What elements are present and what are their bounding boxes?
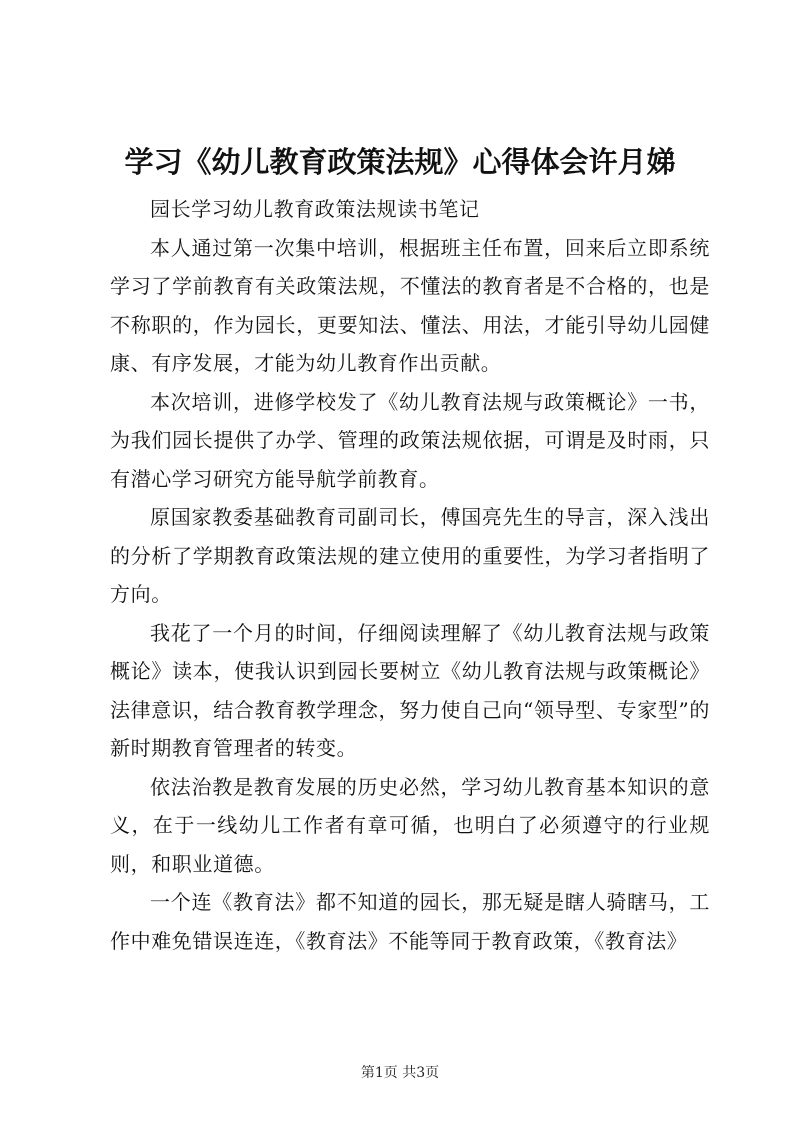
paragraph: 依法治教是教育发展的历史必然，学习幼儿教育基本知识的意义，在于一线幼儿工作者有章可循，也明白了必须遵守的行业规则，和职业道德。: [110, 774, 710, 876]
paragraph: 我花了一个月的时间，仔细阅读理解了《幼儿教育法规与政策概论》读本，使我认识到园长要树立《幼儿教育法规与政策概论》法律意识，结合教育教学理念，努力使自己向“领导型、专家型”的新时期教育管理者的转变。: [110, 620, 710, 760]
paragraph-subtitle: 园长学习幼儿教育政策法规读书笔记: [150, 197, 480, 221]
document-body: [110, 190, 710, 960]
paragraph: 一个连《教育法》都不知道的园长，那无疑是瞎人骑瞎马，工作中难免错误连连，《教育法》不能等同于教育政策，《教育法》: [110, 890, 710, 953]
paragraph: 原国家教委基础教育司副司长，傅国亮先生的导言，深入浅出的分析了学期教育政策法规的建立使用的重要性，为学习者指明了方向。: [110, 505, 710, 606]
page-number-footer: 第1页 共3页: [360, 1065, 440, 1081]
paragraph: 本次培训，进修学校发了《幼儿教育法规与政策概论》一书，为我们园长提供了办学、管理的政策法规依据，可谓是及时雨，只有潜心学习研究方能导航学前教育。: [110, 389, 710, 491]
paragraph: 本人通过第一次集中培训，根据班主任布置，回来后立即系统学习了学前教育有关政策法规，不懂法的教育者是不合格的，也是不称职的，作为园长，更要知法、懂法、用法，才能引导幼儿园健康、有序发展，才能为幼儿教育作出贡献。: [110, 235, 710, 375]
document-title: 学习《幼儿教育政策法规》心得体会许月娣: [124, 145, 676, 179]
